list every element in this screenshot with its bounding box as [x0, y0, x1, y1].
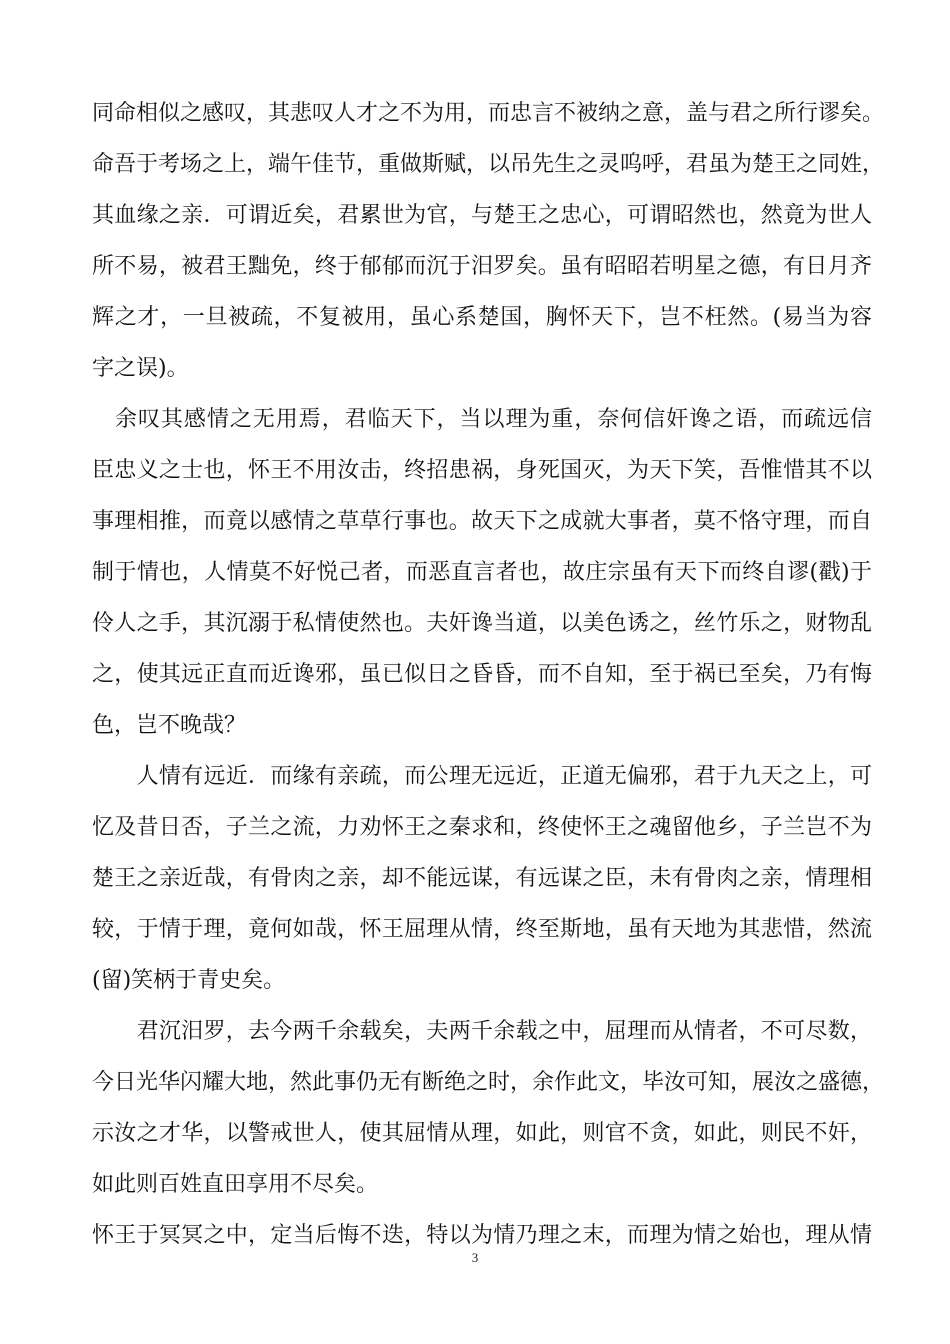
document-page	[92, 88, 885, 1261]
text-line-9: 事理相推，而竟以感情之草草行事也。故天下之成就大事者，莫不恪守理，而自	[92, 509, 872, 534]
text-line-20: 今日光华闪耀大地，然此事仍无有断绝之时，余作此文，毕汝可知，展汝之盛德，	[92, 1070, 885, 1095]
text-line-14: 人情有远近．而缘有亲疏，而公理无远近，正道无偏邪，君于九天之上，可	[92, 764, 872, 789]
text-line-3: 其血缘之亲．可谓近矣，君累世为官，与楚王之忠心，可谓昭然也，然竟为世人	[92, 203, 872, 228]
page-number: 3	[471, 1250, 479, 1265]
text-line-8: 臣忠义之士也，怀王不用汝击，终招患祸，身死国灭，为天下笑，吾惟惜其不以	[92, 458, 872, 483]
text-line-6: 字之误)。	[92, 356, 189, 381]
text-line-2: 命吾于考场之上，端午佳节，重做斯赋，以吊先生之灵呜呼，君虽为楚王之同姓，	[92, 152, 885, 177]
text-line-7: 余叹其感情之无用焉，君临天下，当以理为重，奈何信奸谗之语，而疏远信	[92, 407, 872, 432]
text-line-17: 较，于情于理，竟何如哉，怀王屈理从情，终至斯地，虽有天地为其悲惜，然流	[92, 917, 872, 942]
text-line-12: 之，使其远正直而近谗邪，虽已似日之昏昏，而不自知，至于祸已至矣，乃有悔	[92, 662, 872, 687]
text-line-18: (留)笑柄于青史矣。	[92, 968, 286, 993]
text-line-16: 楚王之亲近哉，有骨肉之亲，却不能远谋，有远谋之臣，未有骨肉之亲，情理相	[92, 866, 872, 891]
text-line-19: 君沉汨罗，去今两千余载矣，夫两千余载之中，屈理而从情者，不可尽数，	[92, 1019, 872, 1044]
text-line-21: 示汝之才华，以警戒世人，使其屈情从理，如此，则官不贪，如此，则民不奸，	[92, 1121, 872, 1146]
text-line-4: 所不易，被君王黜免，终于郁郁而沉于汨罗矣。虽有昭昭若明星之德，有日月齐	[92, 254, 872, 279]
text-line-1: 同命相似之感叹，其悲叹人才之不为用，而忠言不被纳之意，盖与君之所行谬矣。	[92, 101, 885, 126]
text-line-23: 怀王于冥冥之中，定当后悔不迭，特以为情乃理之末，而理为情之始也，理从情	[92, 1223, 872, 1248]
text-line-10: 制于情也，人情莫不好悦己者，而恶直言者也，故庄宗虽有天下而终自谬(戳)于	[92, 560, 872, 585]
text-line-5: 辉之才，一旦被疏，不复被用，虽心系楚国，胸怀天下，岂不枉然。(易当为容	[92, 305, 872, 330]
text-line-11: 伶人之手，其沉溺于私情使然也。夫奸谗当道，以美色诱之，丝竹乐之，财物乱	[92, 611, 872, 636]
text-line-15: 忆及昔日否，子兰之流，力劝怀王之秦求和，终使怀王之魂留他乡，子兰岂不为	[92, 815, 872, 840]
text-line-13: 色，岂不晚哉？	[92, 713, 247, 738]
text-line-22: 如此则百姓直田享用不尽矣。	[92, 1172, 379, 1197]
